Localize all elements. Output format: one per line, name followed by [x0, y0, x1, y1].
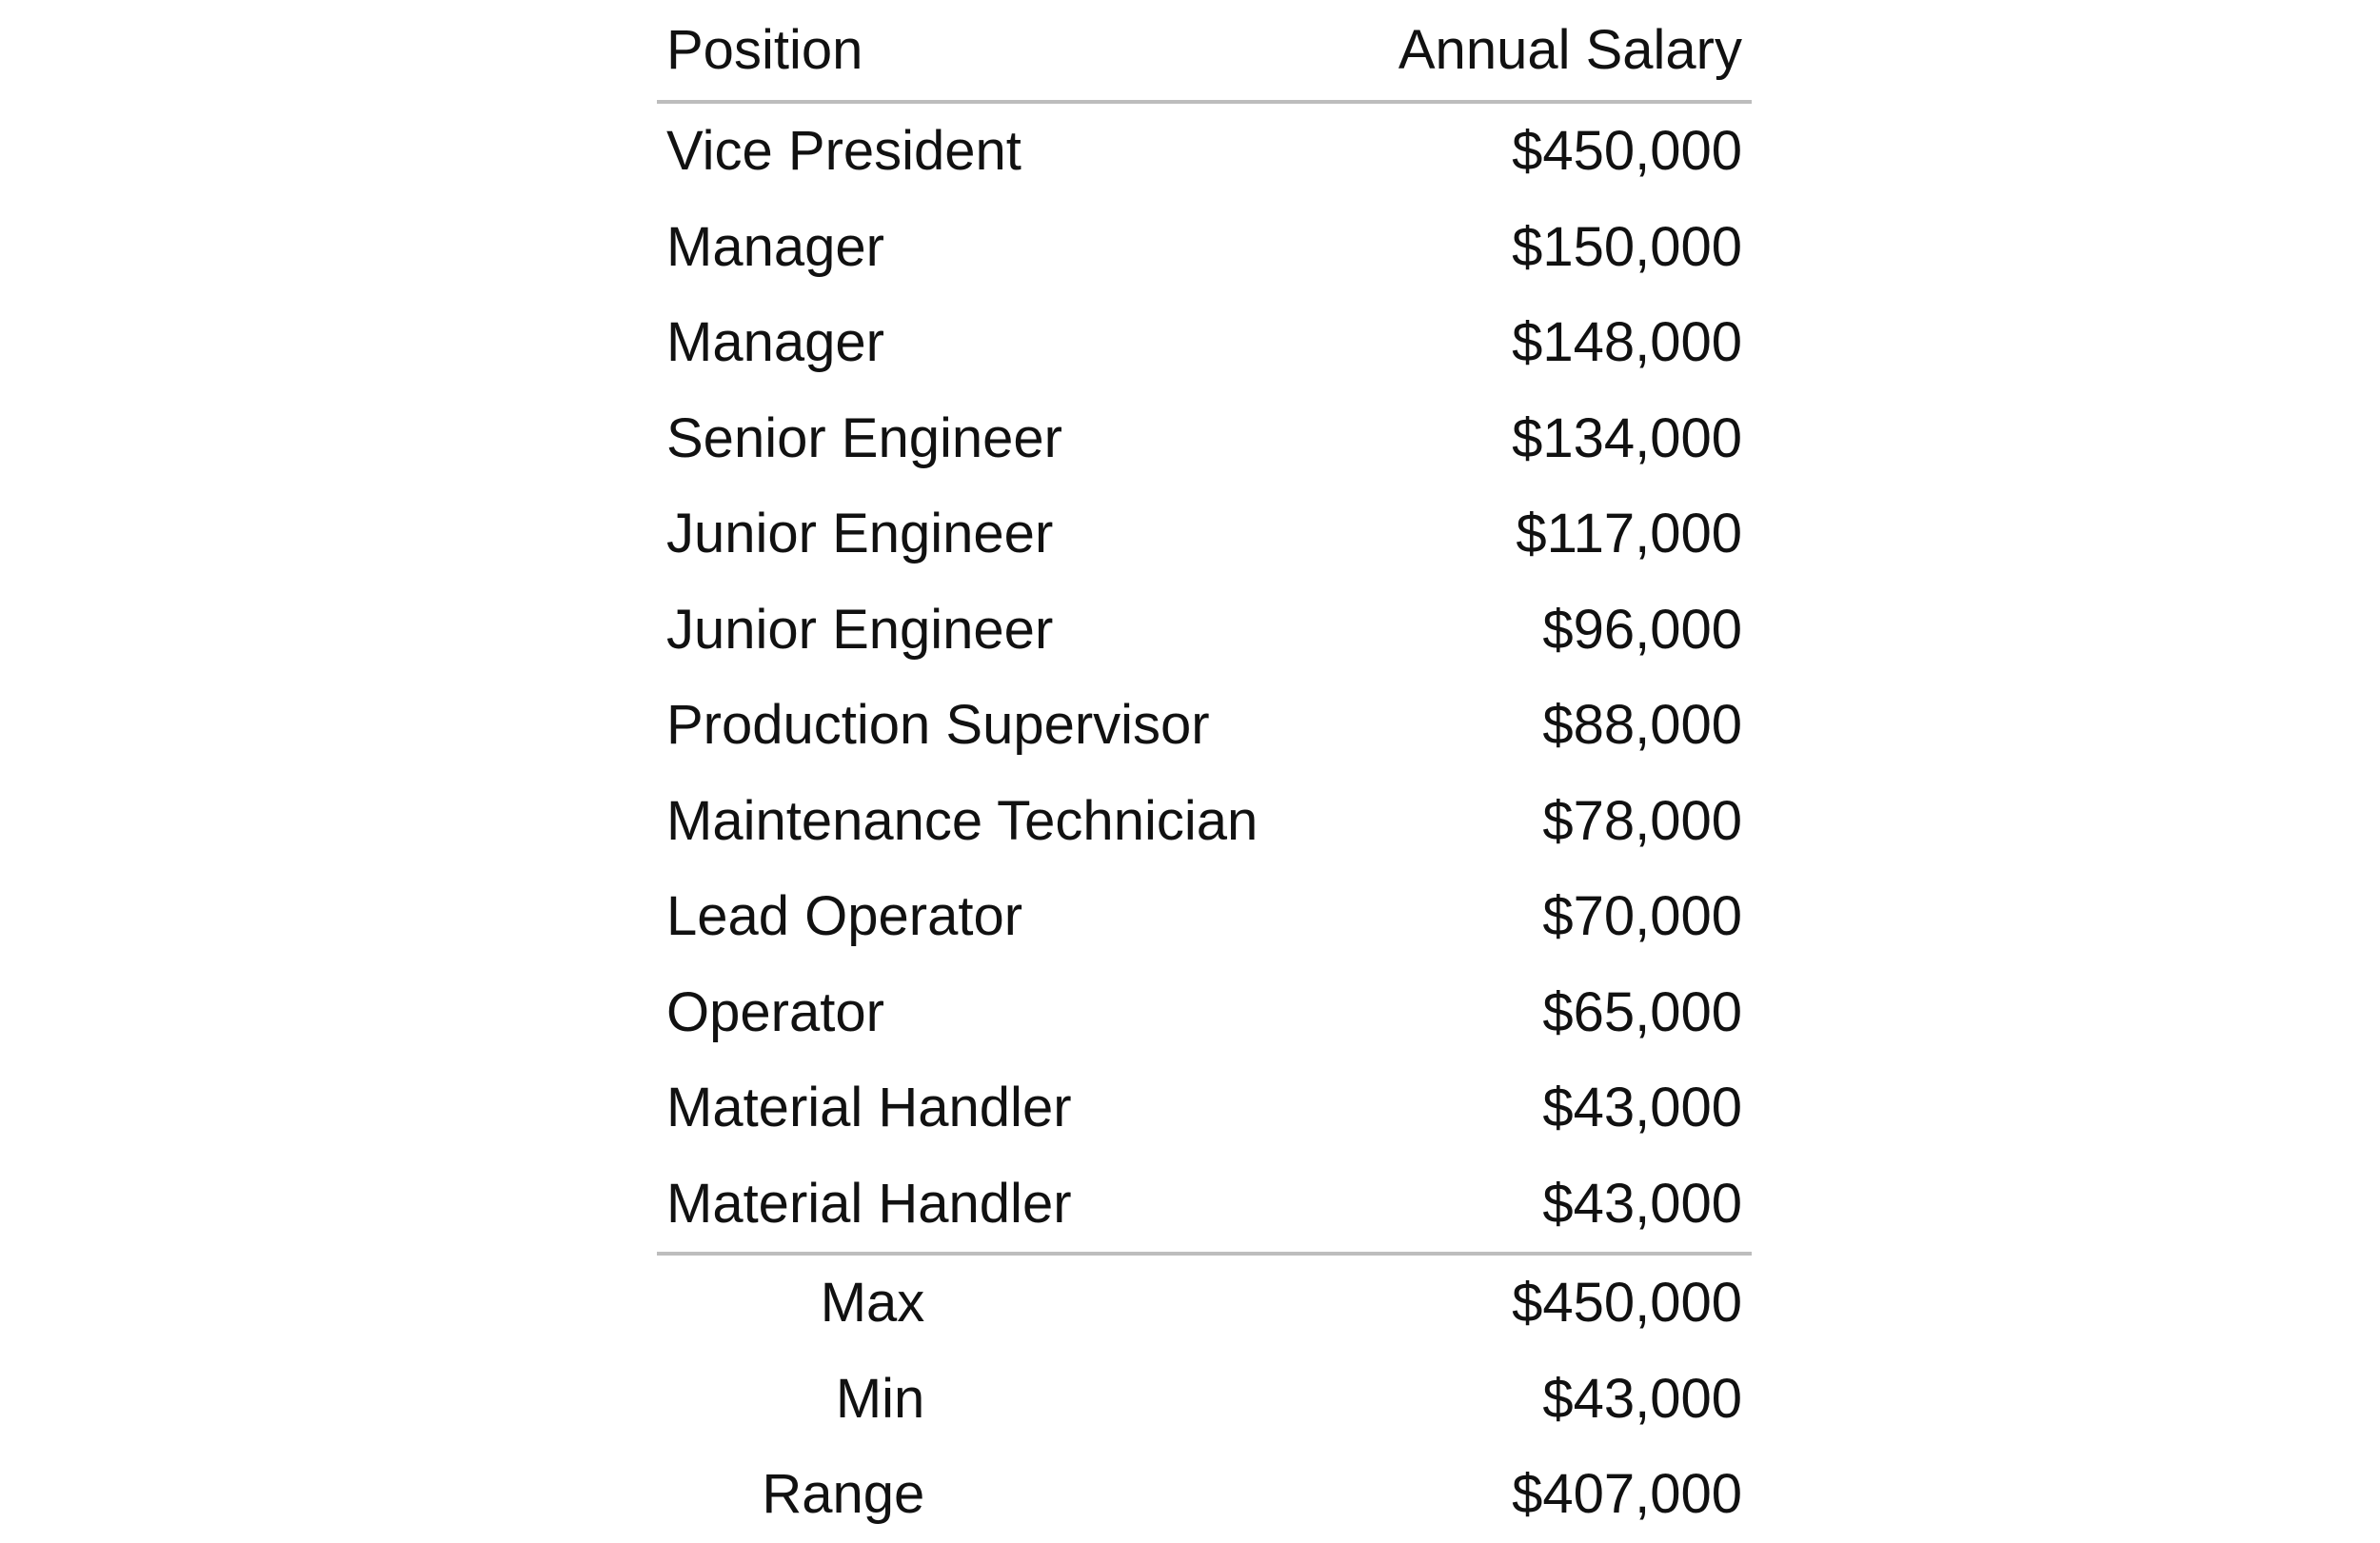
summary-label: Range [762, 1463, 925, 1526]
summary-section [657, 1254, 1752, 1543]
salary-cell: $65,000 [1542, 980, 1742, 1043]
position-cell: Maintenance Technician [666, 789, 1259, 852]
table-row [657, 295, 1752, 391]
position-cell: Material Handler [657, 1157, 1343, 1255]
salary-cell: $88,000 [1542, 694, 1742, 757]
table-header [657, 0, 1752, 102]
salary-cell: $96,000 [1542, 598, 1742, 661]
position-cell: Production Supervisor [666, 694, 1210, 757]
position-cell: Junior Engineer [666, 598, 1054, 661]
table-row [657, 391, 1752, 487]
salary-table [657, 0, 1752, 1543]
position-cell: Junior Engineer [666, 503, 1054, 565]
salary-cell: $78,000 [1542, 789, 1742, 852]
position-cell: Material Handler [666, 1077, 1072, 1139]
salary-cell: $43,000 [1542, 1077, 1742, 1139]
position-cell: Manager [666, 311, 884, 374]
table-row [657, 774, 1752, 870]
summary-label: Max [820, 1272, 925, 1335]
salary-cell: $150,000 [1512, 215, 1742, 278]
summary-value: $407,000 [1512, 1463, 1742, 1526]
column-header-annual-salary: Annual Salary [1343, 0, 1752, 102]
summary-row-min [657, 1352, 1752, 1448]
summary-label: Min [835, 1367, 925, 1430]
table-row [657, 869, 1752, 965]
table-body [657, 102, 1752, 1254]
column-header-position: Position [657, 0, 1343, 102]
summary-value: $450,000 [1512, 1272, 1742, 1335]
table-row [657, 1060, 1752, 1157]
position-cell: Vice President [666, 120, 1021, 183]
position-cell: Manager [666, 215, 884, 278]
salary-cell: $70,000 [1542, 885, 1742, 948]
table-row [657, 486, 1752, 583]
table-row [657, 583, 1752, 679]
salary-cell: $148,000 [1512, 311, 1742, 374]
summary-value: $43,000 [1542, 1367, 1742, 1430]
header-row [657, 0, 1752, 102]
table-row [657, 965, 1752, 1061]
salary-cell: $134,000 [1512, 406, 1742, 469]
salary-cell: $117,000 [1516, 503, 1742, 565]
salary-cell: $43,000 [1343, 1157, 1752, 1255]
salary-cell: $450,000 [1512, 120, 1742, 183]
table-row [657, 1157, 1752, 1255]
position-cell: Lead Operator [666, 885, 1023, 948]
position-cell: Senior Engineer [666, 406, 1062, 469]
position-cell: Operator [666, 980, 884, 1043]
summary-row-range [657, 1447, 1752, 1543]
table-row [657, 678, 1752, 774]
table-row [657, 200, 1752, 296]
summary-row-max [657, 1254, 1752, 1352]
table-row [657, 102, 1752, 200]
